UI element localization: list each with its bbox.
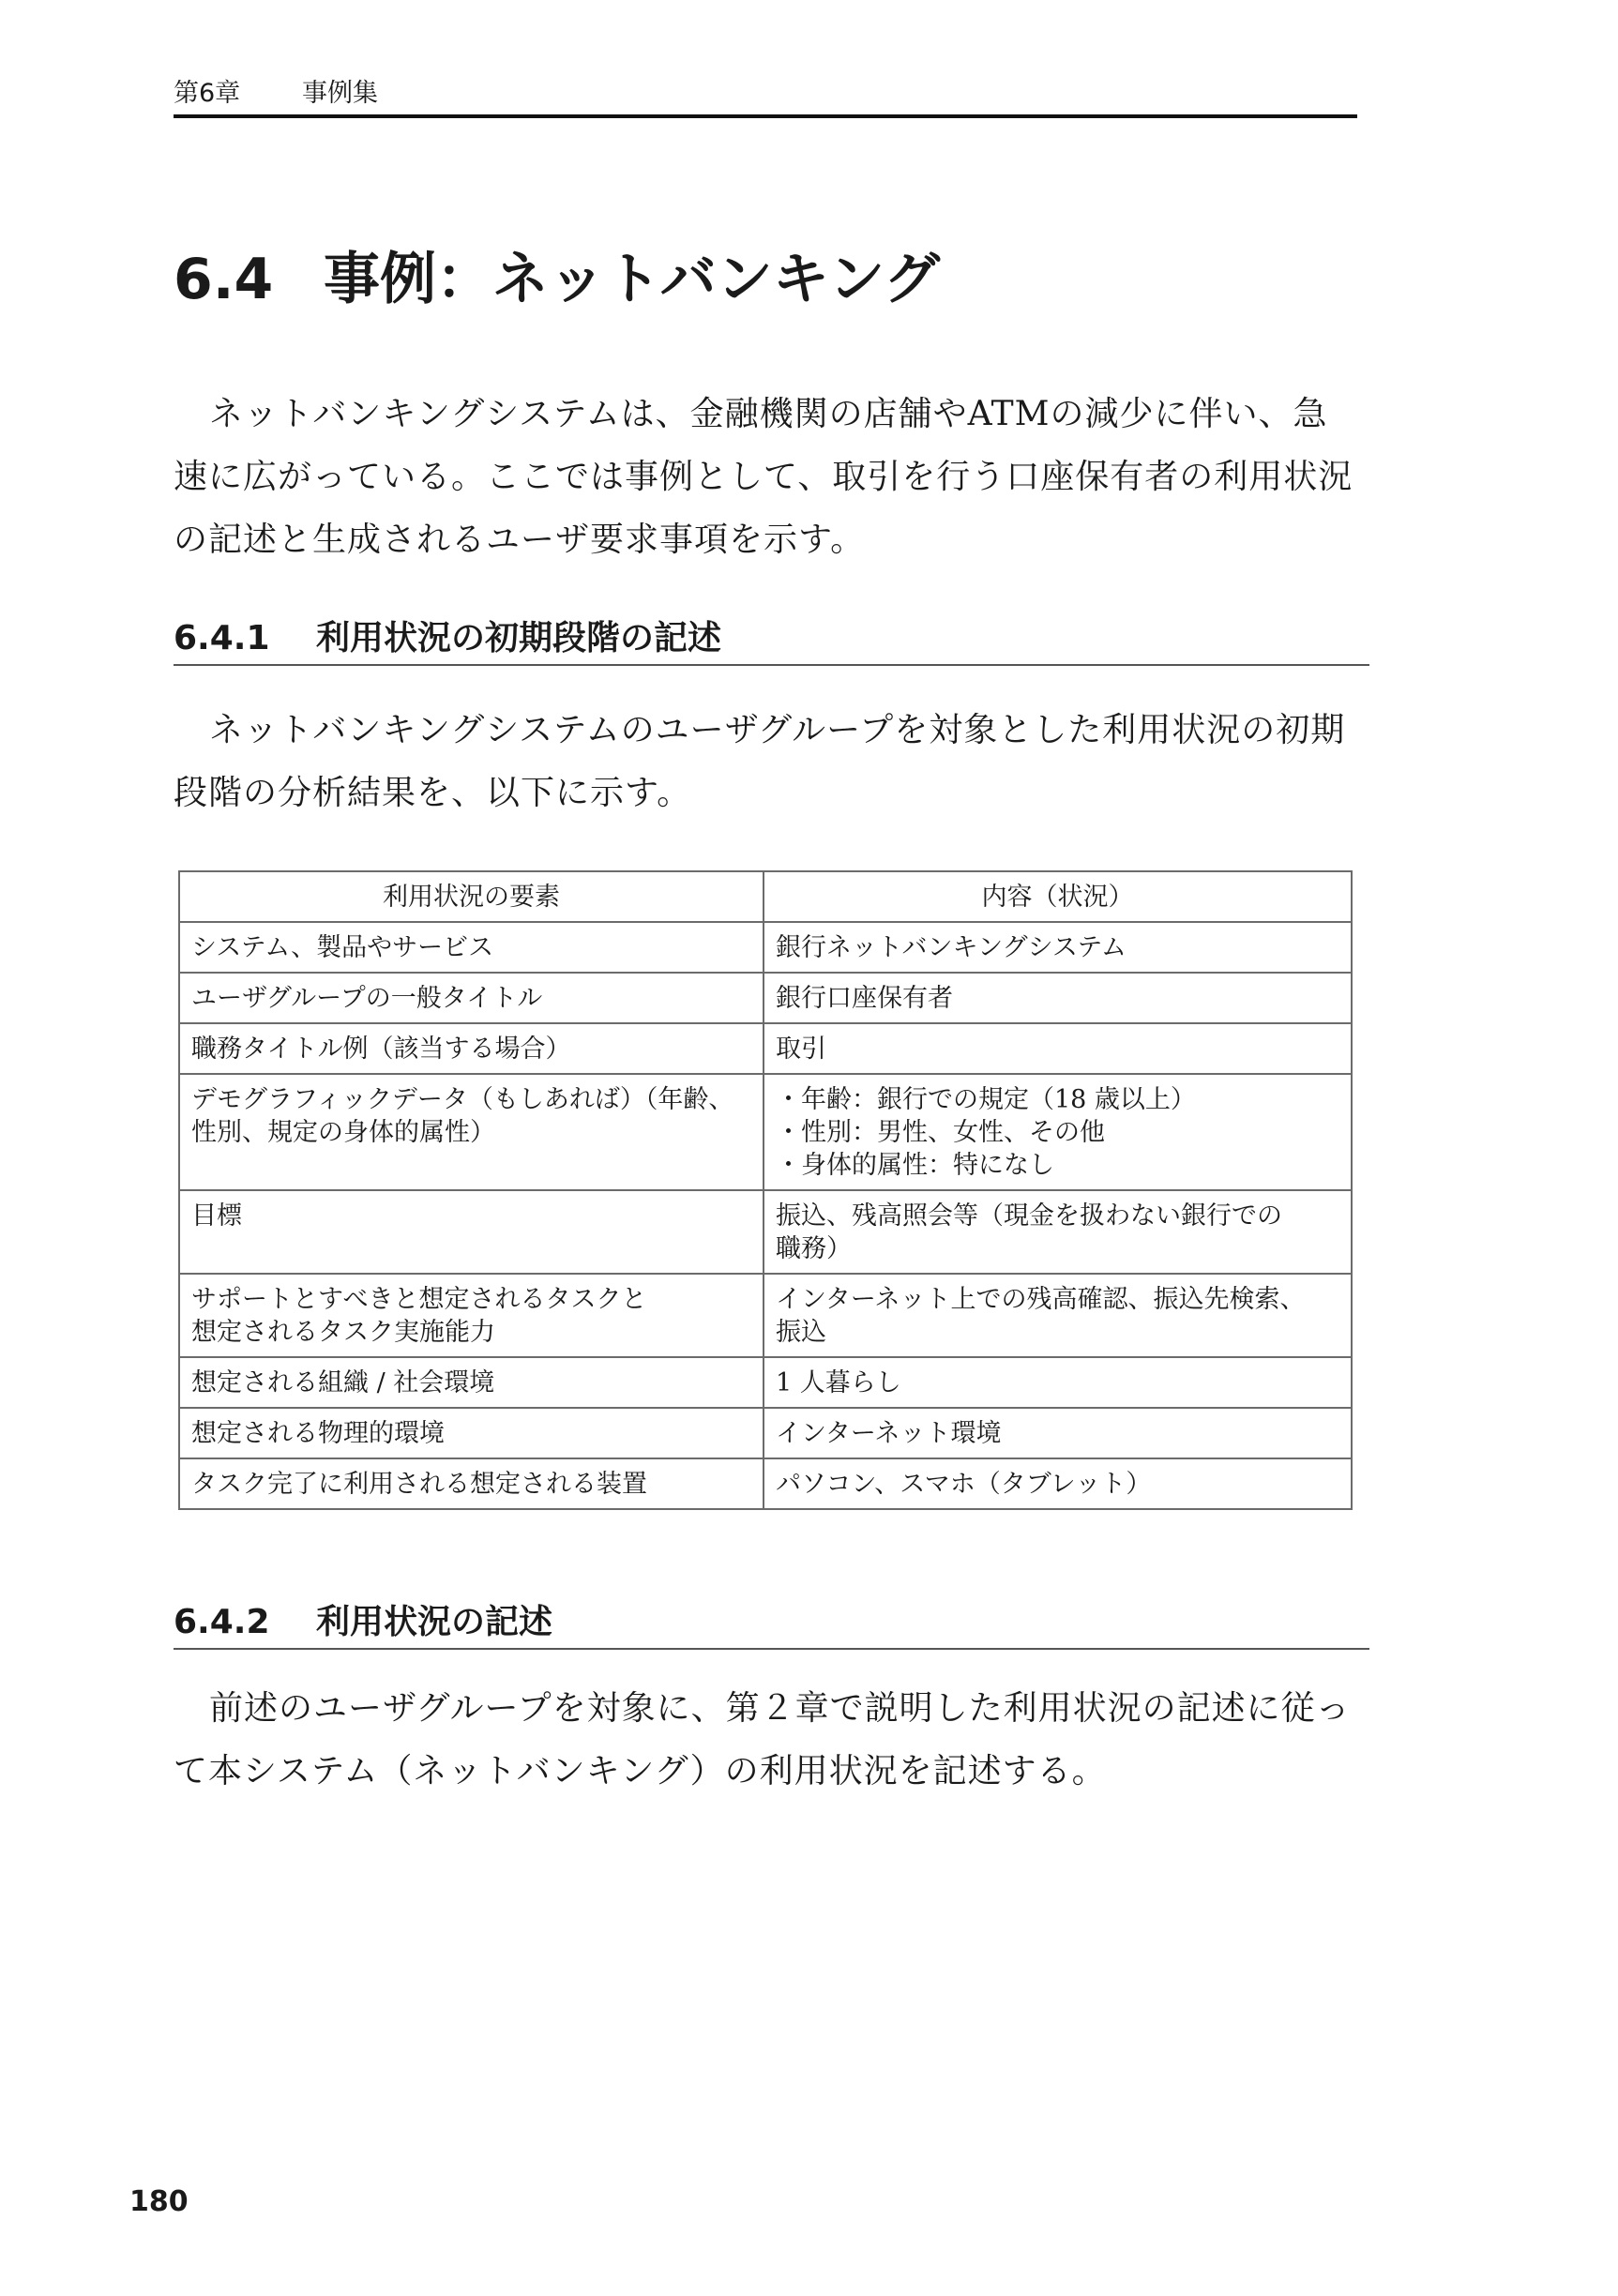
table-cell-element: システム、製品やサービス (179, 922, 764, 973)
table-cell-element: タスク完了に利用される想定される装置 (179, 1458, 764, 1509)
table-cell-content: 1 人暮らし (764, 1357, 1352, 1408)
table-cell-content: ・年齢：銀行での規定（18 歳以上） ・性別：男性、女性、その他 ・身体的属性：特になし (764, 1074, 1352, 1190)
table-cell-content: 振込、残高照会等（現金を扱わない銀行での 職務） (764, 1190, 1352, 1274)
table-cell-element: ユーザグループの一般タイトル (179, 973, 764, 1023)
page-number: 180 (129, 2185, 189, 2218)
table-header-row (179, 871, 1352, 922)
table-cell-content: パソコン、スマホ（タブレット） (764, 1458, 1352, 1509)
subsection-title-2: 利用状況の記述 (316, 1603, 553, 1641)
table-cell-element: 想定される組織 / 社会環境 (179, 1357, 764, 1408)
table-row (179, 1023, 1352, 1074)
table-cell-element: 目標 (179, 1190, 764, 1274)
usage-context-table (178, 870, 1353, 1510)
subsection-title-1: 利用状況の初期段階の記述 (316, 619, 722, 657)
table-cell-content: インターネット上での残高確認、振込先検索、 振込 (764, 1274, 1352, 1357)
table-row (179, 1274, 1352, 1357)
header-chapter: 第6章 (174, 79, 241, 108)
intro-paragraph (174, 383, 1360, 571)
table-row (179, 973, 1352, 1023)
table-cell-element: サポートとすべきと想定されるタスクと 想定されるタスク実施能力 (179, 1274, 764, 1357)
table-row (179, 1408, 1352, 1458)
table-header-cell: 内容（状況） (764, 871, 1352, 922)
subsection-number-2: 6.4.2 (174, 1603, 270, 1641)
table-cell-element: デモグラフィックデータ（もしあれば）（年齢、 性別、規定の身体的属性） (179, 1074, 764, 1190)
subsection-heading-2 (174, 1601, 1369, 1650)
section-title: 事例：ネットバンキング (324, 247, 940, 312)
table-cell-content: 銀行口座保有者 (764, 973, 1352, 1023)
running-header (174, 73, 1357, 118)
subsection2-text: 前述のユーザグループを対象に、第２章で説明した利用状況の記述に従って本システム（ネットバンキング）の利用状況を記述する。 (174, 1689, 1351, 1790)
table-cell-content: インターネット環境 (764, 1408, 1352, 1458)
header-section: 事例集 (302, 79, 378, 108)
subsection1-paragraph (174, 699, 1360, 824)
table-row (179, 1190, 1352, 1274)
table-cell-element: 職務タイトル例（該当する場合） (179, 1023, 764, 1074)
table-row (179, 1458, 1352, 1509)
table-cell-element: 想定される物理的環境 (179, 1408, 764, 1458)
table-row (179, 1074, 1352, 1190)
subsection-number-1: 6.4.1 (174, 619, 270, 657)
table-row (179, 1357, 1352, 1408)
table-cell-content: 取引 (764, 1023, 1352, 1074)
intro-text: ネットバンキングシステムは、金融機関の店舗やATMの減少に伴い、急速に広がっている。ここでは事例として、取引を行う口座保有者の利用状況の記述と生成されるユーザ要求事項を示す。 (174, 395, 1353, 559)
table-cell-content: 銀行ネットバンキングシステム (764, 922, 1352, 973)
subsection1-text: ネットバンキングシステムのユーザグループを対象とした利用状況の初期段階の分析結果を、以下に示す。 (174, 711, 1346, 812)
table-header-cell: 利用状況の要素 (179, 871, 764, 922)
subsection2-paragraph (174, 1677, 1360, 1803)
section-number: 6.4 (174, 247, 274, 312)
section-heading (174, 242, 940, 317)
table-row (179, 922, 1352, 973)
subsection-heading-1 (174, 617, 1369, 666)
